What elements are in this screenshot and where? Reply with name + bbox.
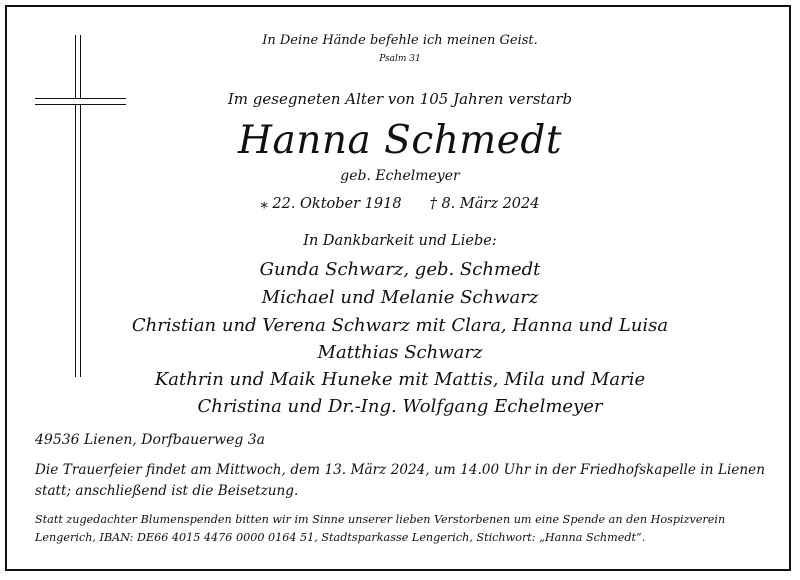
verse: In Deine Hände befehle ich meinen Geist. [262,33,538,48]
mourner-line: Kathrin und Maik Huneke mit Mattis, Mila und Marie [154,369,646,390]
intro-text: Im gesegneten Alter von 105 Jahren verstarb [227,90,573,108]
mourner-address: 49536 Lienen, Dorfbauerweg 3a [35,432,266,448]
death-date: † 8. März 2024 [429,196,540,212]
life-dates [0,196,800,212]
deceased-name: Hanna Schmedt [237,118,563,163]
birth-date: ⁎ 22. Oktober 1918 [260,196,402,212]
mourner-line: Christian und Verena Schwarz mit Clara, Hanna und Luisa [131,315,669,336]
service-info: Die Trauerfeier findet am Mittwoch, dem 13. März 2024, um 14.00 Uhr in der Friedhofskapelle in Lienen statt; anschließend ist die Beisetzung. [35,462,765,499]
mourner-line: Michael und Melanie Schwarz [261,287,539,308]
mourner-line: Matthias Schwarz [317,342,483,363]
mourner-line: Gunda Schwarz, geb. Schmedt [259,259,541,280]
donation-info: Statt zugedachter Blumenspenden bitten wir im Sinne unserer lieben Verstorbenen um eine Spende an den Hospizverein Lengerich, IBAN: DE66 4015 4476 0000 0164 51, Stadtsparkasse Lengerich, Stichwort: „Hanna Schmedt“. [35,513,726,544]
thanks-line: In Dankbarkeit und Liebe: [303,233,497,249]
mourner-line: Christina und Dr.-Ing. Wolfgang Echelmeyer [197,396,603,417]
verse-source: Psalm 31 [379,54,421,64]
maiden-name: geb. Echelmeyer [340,168,460,184]
